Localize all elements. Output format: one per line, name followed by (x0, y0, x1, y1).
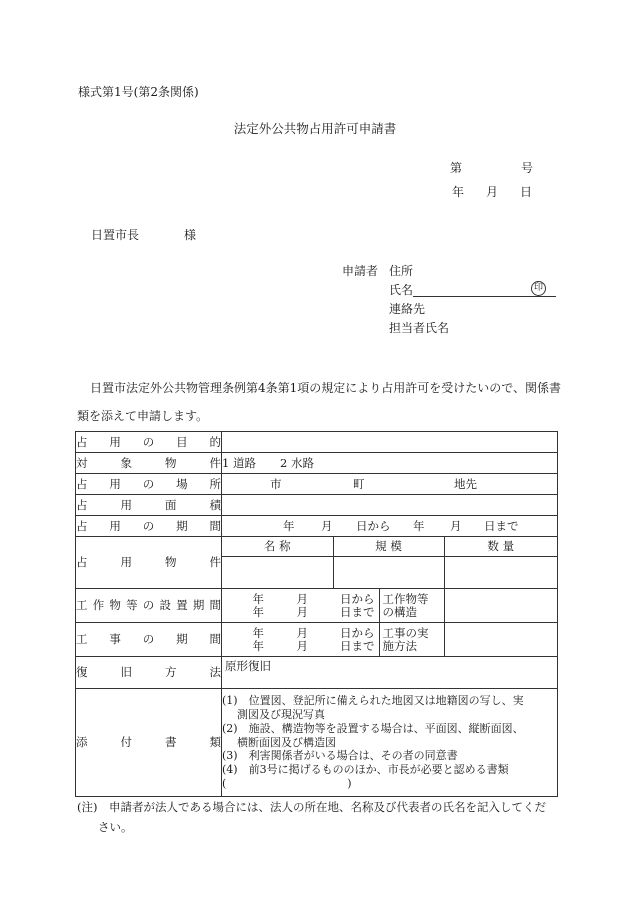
addressee-honorific: 様 (184, 228, 197, 242)
construction-dates[interactable] (222, 623, 379, 656)
label-char: 占 (76, 476, 88, 491)
label-char: 所 (209, 476, 221, 491)
period-to-year: 年 (413, 518, 425, 533)
structure-label (379, 589, 444, 622)
label-char: 添 (76, 735, 88, 750)
construction-label (76, 632, 221, 646)
label-char: 対 (76, 455, 88, 470)
method-label-line-1: 工事の実 (382, 625, 429, 640)
label-char: 期 (176, 632, 188, 647)
applicant-person-label: 担当者氏名 (389, 321, 450, 335)
label-char: 置 (176, 598, 188, 613)
install-label (76, 598, 221, 612)
label-char: 類 (209, 735, 221, 750)
objects-table (222, 537, 557, 588)
attachments-label-cell (76, 689, 222, 797)
construction-from-year: 年 (252, 625, 264, 640)
method-label (379, 623, 444, 656)
label-char: 的 (209, 434, 221, 449)
install-from-month: 月 (296, 591, 308, 606)
install-to-month: 月 (296, 604, 308, 619)
period-from-month: 月 (321, 518, 333, 533)
objects-header-name: 名 称 (222, 537, 333, 556)
seal-mark: 印 (531, 281, 546, 296)
date-month: 月 (486, 185, 499, 199)
construction-from-day: 日から (340, 625, 375, 640)
label-char: の (142, 598, 155, 613)
note-line-1: (注) 申請者が法人である場合には、法人の所在地、名称及び代表者の氏名を記入してくだ (77, 800, 546, 814)
objects-label-cell (76, 537, 222, 589)
body-text-line-2: 類を添えて申請します。 (77, 409, 209, 423)
install-cell (222, 589, 558, 623)
install-dates[interactable] (222, 589, 379, 622)
number-suffix: 号 (521, 161, 534, 175)
label-char: 用 (109, 476, 121, 491)
label-char: 物 (165, 555, 177, 570)
objects-label (76, 555, 221, 569)
construction-to-year: 年 (252, 638, 264, 653)
attachments-label (76, 735, 221, 749)
number-prefix: 第 (450, 161, 463, 175)
label-char: 工 (76, 632, 88, 647)
period-label (76, 519, 221, 533)
label-char: 間 (209, 632, 221, 647)
restoration-label-cell (76, 657, 222, 689)
note-line-2: さい。 (98, 820, 133, 834)
construction-to-month: 月 (296, 638, 308, 653)
label-char: 占 (76, 434, 88, 449)
objects-name-input[interactable] (222, 556, 333, 588)
construction-label-cell (76, 623, 222, 657)
label-char: 間 (209, 598, 221, 613)
label-char: の (142, 434, 155, 449)
date-year: 年 (452, 185, 465, 199)
applicant-contact-label: 連絡先 (389, 302, 426, 316)
objects-header-scale: 規 模 (333, 537, 444, 556)
label-char: 用 (109, 434, 121, 449)
objects-table-cell (222, 537, 558, 589)
label-char: 旧 (120, 665, 132, 680)
label-char: 工 (76, 598, 88, 613)
attachment-item-3: (3) 利害関係者がいる場合は、その者の同意書 (222, 749, 458, 763)
label-char: 件 (209, 455, 221, 470)
attachment-item-4: (4) 前3号に掲げるもののほか、市長が必要と認める書類 (222, 763, 509, 777)
method-label-line-2: 施方法 (382, 638, 417, 653)
structure-input[interactable] (444, 589, 557, 622)
restoration-value[interactable] (222, 657, 558, 689)
label-char: 件 (209, 555, 221, 570)
label-char: 面 (165, 497, 177, 512)
target-label-cell (76, 453, 222, 474)
install-to-year: 年 (252, 604, 264, 619)
install-to-day: 日まで (340, 604, 375, 619)
label-char: 付 (120, 735, 132, 750)
attachment-item-2: (2) 施設、構造物等を設置する場合は、平面図、縦断面図、 (222, 721, 524, 735)
label-char: 場 (176, 476, 188, 491)
applicant-address-label: 住所 (389, 264, 414, 278)
label-char: 期 (176, 518, 188, 533)
period-from-year: 年 (283, 518, 295, 533)
place-label (76, 477, 221, 491)
objects-scale-input[interactable] (333, 556, 444, 588)
date-day: 日 (520, 185, 533, 199)
target-label (76, 456, 221, 470)
target-option-road[interactable]: 1 道路 (222, 455, 256, 470)
area-input[interactable] (222, 495, 558, 516)
body-text-line-1: 日置市法定外公共物管理条例第4条第1項の規定により占用許可を受けたいので、関係書 (90, 381, 562, 395)
label-char: 間 (209, 518, 221, 533)
period-to-day: 日まで (484, 518, 519, 533)
label-char: 事 (109, 632, 121, 647)
label-char: 用 (109, 518, 121, 533)
label-char: の (142, 476, 155, 491)
label-char: 復 (76, 665, 88, 680)
label-char: 方 (165, 665, 177, 680)
label-char: 物 (109, 598, 121, 613)
place-town: 町 (353, 476, 365, 491)
label-char: 書 (165, 735, 177, 750)
label-char: 積 (209, 497, 221, 512)
form-number-label: 様式第1号(第2条関係) (78, 85, 199, 99)
attachment-item-2-cont: 横断面図及び構造図 (237, 735, 336, 749)
construction-to-day: 日まで (340, 638, 375, 653)
attachments-list (222, 689, 558, 797)
label-char: 作 (92, 598, 105, 613)
label-char: の (142, 632, 155, 647)
restoration-text: 原形復旧 (225, 659, 271, 673)
period-label-cell (76, 516, 222, 537)
area-label-cell (76, 495, 222, 516)
construction-cell (222, 623, 558, 657)
purpose-label (76, 435, 221, 449)
application-table (75, 431, 558, 797)
label-char: 占 (76, 518, 88, 533)
period-to-month: 月 (450, 518, 462, 533)
target-option-waterway[interactable]: 2 水路 (279, 455, 314, 470)
install-table (222, 589, 557, 622)
applicant-label: 申請者 (342, 264, 379, 278)
method-input[interactable] (444, 623, 557, 656)
place-city: 市 (270, 476, 282, 491)
label-char: の (142, 518, 155, 533)
label-char: 象 (120, 455, 132, 470)
period-input[interactable] (222, 516, 558, 537)
label-char: 用 (120, 555, 132, 570)
label-char: 物 (165, 455, 177, 470)
attachment-item-other[interactable]: ( ) (222, 776, 352, 790)
objects-header-quantity: 数 量 (444, 537, 557, 556)
install-from-year: 年 (252, 591, 264, 606)
label-char: 等 (126, 598, 138, 613)
label-char: 占 (76, 497, 88, 512)
install-label-cell (76, 589, 222, 623)
construction-from-month: 月 (296, 625, 308, 640)
install-from-day: 日から (340, 591, 375, 606)
construction-table (222, 623, 557, 656)
objects-quantity-input[interactable] (444, 556, 557, 588)
purpose-input[interactable] (222, 432, 558, 453)
place-label-cell (76, 474, 222, 495)
place-lot: 地先 (454, 476, 477, 491)
name-underline (413, 296, 556, 297)
label-char: 目 (176, 434, 188, 449)
purpose-label-cell (76, 432, 222, 453)
label-char: 期 (192, 598, 205, 613)
place-input[interactable] (222, 474, 558, 495)
structure-label-line-1: 工作物等 (382, 591, 429, 606)
label-char: 用 (120, 497, 132, 512)
document-title: 法定外公共物占用許可申請書 (233, 121, 397, 136)
addressee-name: 日置市長 (91, 228, 140, 242)
label-char: 設 (159, 598, 171, 613)
applicant-name-label: 氏名 (389, 283, 414, 297)
restoration-label (76, 665, 221, 679)
attachment-item-1-cont: 測図及び現況写真 (237, 708, 325, 722)
attachment-item-1: (1) 位置図、登記所に備えられた地図又は地籍図の写し、実 (222, 694, 524, 708)
structure-label-line-2: の構造 (382, 604, 417, 619)
area-label (76, 498, 221, 512)
label-char: 占 (76, 555, 88, 570)
target-options[interactable] (222, 453, 558, 474)
label-char: 法 (209, 665, 221, 680)
period-from-day: 日から (356, 518, 391, 533)
